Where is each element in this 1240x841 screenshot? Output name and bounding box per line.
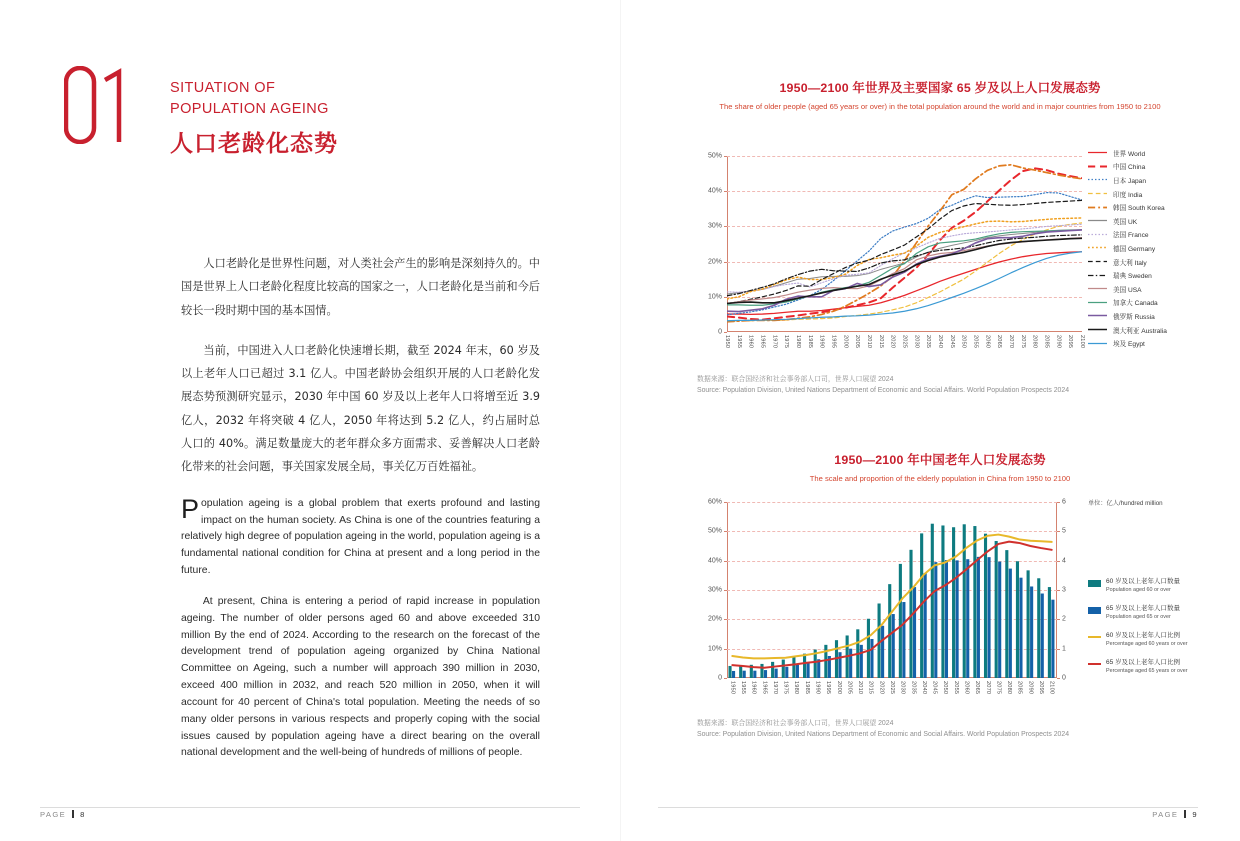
chart2-legend-label-cn: 60 岁及以上老年人口数量	[1106, 578, 1181, 585]
chart2-y-tickmark	[724, 678, 727, 679]
chart2-legend-swatch	[1088, 580, 1101, 587]
chart1-x-tick: 2005	[854, 335, 861, 349]
chart1-source	[697, 374, 1167, 397]
chart1-legend-item	[1088, 268, 1167, 282]
chart2-legend-label-en: Population aged 65 or over	[1106, 613, 1171, 620]
chart1-x-tick: 2090	[1055, 335, 1062, 349]
chart1-x-tick: 2085	[1043, 335, 1050, 349]
chart2-bar	[1051, 600, 1054, 678]
chart1-x-tick: 2095	[1067, 335, 1074, 349]
chart1-x-tick: 2045	[948, 335, 955, 349]
body-column	[181, 252, 540, 776]
chart1-line-series	[727, 200, 1082, 303]
chart2-bar	[785, 667, 788, 678]
chart1-legend-item	[1088, 336, 1167, 350]
chart2-bar	[1005, 550, 1008, 678]
chart2-bar	[760, 664, 763, 678]
chart2-x-tick: 1980	[793, 681, 800, 695]
page-footer-left-label: PAGE	[40, 810, 67, 819]
chart1-legend-label: 澳大利亚 Australia	[1113, 327, 1167, 335]
chart2-legend-label-en: Percentage aged 65 years or over	[1106, 667, 1188, 674]
chart1-line-series	[727, 252, 1082, 315]
chart1-legend-item	[1088, 187, 1167, 201]
chart1-legend-label: 俄罗斯 Russia	[1113, 313, 1155, 321]
chart1-legend-item	[1088, 241, 1167, 255]
chart2-bar	[902, 602, 905, 678]
chart2-legend-item	[1088, 659, 1188, 675]
chart1-x-tick: 1980	[795, 335, 801, 349]
chart1-x-tick: 2070	[1008, 335, 1014, 349]
chart1-plot-area	[707, 152, 1085, 349]
chart1-title: 1950—2100 年世界及主要国家 65 岁及以上人口发展态势	[779, 81, 1101, 95]
chart2-bar	[934, 562, 937, 678]
chart2-bar	[764, 670, 767, 678]
chart2-y-tickmark-right	[1057, 531, 1060, 532]
chart2-x-tick: 2035	[910, 681, 917, 695]
chart2-y-tick-left: 30%	[707, 586, 722, 594]
chart2-y-tick-right: 1	[1062, 645, 1066, 653]
chart2-x-tick: 1985	[803, 681, 810, 695]
chart2-bar	[728, 666, 731, 678]
chart1-legend-swatch	[1088, 257, 1107, 266]
chart2-y-tick-right: 0	[1062, 674, 1066, 682]
chart1-x-tick: 1990	[818, 335, 825, 349]
chart1-legend	[1088, 146, 1167, 350]
chart2-bar	[995, 541, 998, 678]
chart1-x-tick: 2060	[984, 335, 991, 349]
chart2-x-tick: 1990	[814, 681, 821, 695]
chart2-series-layer	[727, 502, 1057, 678]
chart2-x-tick: 2075	[995, 681, 1002, 695]
chart1-line-series	[727, 218, 1082, 299]
chart2-bar	[753, 671, 756, 678]
chart2-legend-text	[1106, 632, 1188, 648]
chart2-bar	[803, 654, 806, 678]
chart1-legend-item	[1088, 296, 1167, 310]
chart2-y-tick-right: 3	[1062, 586, 1066, 594]
chart2-legend-item	[1088, 632, 1188, 648]
chart1-x-tick: 2010	[866, 335, 872, 349]
chart1-legend-swatch	[1088, 298, 1107, 307]
chart1-legend-label: 法国 France	[1113, 232, 1149, 240]
chart1-legend-item	[1088, 282, 1167, 296]
chart1-line-series	[727, 238, 1082, 303]
chart1-x-tick: 2100	[1079, 335, 1085, 349]
chart2-x-tick: 1955	[739, 681, 746, 695]
chart1-x-tick: 2040	[937, 335, 943, 349]
chart2-bar	[1041, 594, 1044, 678]
chart1-legend-swatch	[1088, 162, 1107, 171]
chart1-legend-label: 英国 UK	[1113, 218, 1138, 226]
chart2-x-tick: 1950	[729, 681, 736, 695]
chart2-y-tick-left: 50%	[707, 527, 722, 535]
chart1-legend-label: 世界 World	[1113, 150, 1146, 158]
chart2-y-tickmark-right	[1057, 590, 1060, 591]
chart2-x-tick: 2065	[974, 681, 981, 695]
chart2-x-tick: 1995	[825, 681, 832, 695]
chart2-bar	[881, 626, 884, 678]
chapter-number	[64, 66, 126, 144]
page-footer-left-number: 8	[80, 810, 86, 819]
chart2-bar	[931, 524, 934, 678]
chart2-x-tick: 2095	[1038, 681, 1045, 695]
chart2-bar	[941, 525, 944, 678]
chart2-bar	[1037, 578, 1040, 678]
chart1-x-tick: 2000	[842, 335, 849, 349]
chart1-legend-swatch	[1088, 230, 1107, 239]
chart-china-ageing	[690, 450, 1190, 484]
chart2-x-tick: 2100	[1048, 681, 1055, 695]
chart1-legend-swatch	[1088, 189, 1107, 198]
chart1-line-series	[727, 168, 1082, 319]
chart2-bar	[924, 573, 927, 678]
chart2-y-tickmark-right	[1057, 619, 1060, 620]
chart2-x-tick: 2045	[931, 681, 938, 695]
chart1-x-tick: 1975	[783, 335, 790, 349]
chart2-bar	[849, 649, 852, 678]
chart2-x-tick: 2000	[835, 681, 842, 695]
chart2-x-tick: 1975	[782, 681, 789, 695]
chart2-bar	[870, 639, 873, 678]
chart2-x-tick: 2055	[952, 681, 959, 695]
chart2-plot-area	[707, 498, 1066, 695]
chart2-legend-text	[1106, 605, 1180, 621]
chart2-bar	[838, 652, 841, 678]
chart2-x-tick: 2080	[1006, 681, 1013, 695]
page-footer-right-number: 9	[1192, 810, 1198, 819]
chart2-legend-label-en: Population aged 60 or over	[1106, 586, 1171, 593]
chart1-legend-label: 中国 China	[1113, 164, 1146, 172]
chart1-x-tick: 2065	[996, 335, 1003, 349]
paragraph-cn-2: 当前，中国进入人口老龄化快速增长期，截至 2024 年末，60 岁及以上老年人口已超过 3.1 亿人。中国老龄协会组织开展的人口老龄化发展态势预测研究显示，2030 年中国 60 岁及以上老年人口将增至近 3.9 亿人，2032 年将突破 4 亿人，2050 年将达到 5.2 亿人，约占届时总人口的 40%。满足数量庞大的老年群众多方面需求、妥善解决人口老龄化带来的社会问题，事关国家发展全局，事关亿万百姓福祉。	[181, 343, 540, 474]
chart2-bar	[913, 587, 916, 678]
chart2-bar	[1009, 569, 1012, 678]
chart2-bar	[1027, 570, 1030, 678]
chart1-y-tick: 50%	[707, 152, 722, 160]
chart1-legend-item	[1088, 200, 1167, 214]
chart1-legend-label: 意大利 Italy	[1113, 259, 1147, 267]
chart1-legend-swatch	[1088, 203, 1107, 212]
chart2-bar	[743, 671, 746, 678]
chart2-bar	[1048, 587, 1051, 678]
chart2-bar	[1016, 561, 1019, 678]
chart1-x-tick: 1985	[806, 335, 813, 349]
chart1-legend-swatch	[1088, 175, 1107, 184]
chart2-bar	[888, 584, 891, 678]
chart2-x-tick: 1970	[771, 681, 778, 695]
spread-gutter	[620, 0, 621, 841]
chart2-bar	[771, 662, 774, 678]
chart1-y-tick: 10%	[707, 293, 722, 301]
chart1-x-tick: 2050	[960, 335, 967, 349]
chart2-unit-note: 单位：亿人/hundred million	[1088, 500, 1163, 507]
chart1-legend-label: 加拿大 Canada	[1113, 300, 1158, 308]
chart2-legend-item	[1088, 605, 1188, 621]
chart2-y-tick-right: 6	[1062, 498, 1066, 506]
chapter-heading-cn: 人口老龄化态势	[170, 130, 338, 156]
chart1-legend-swatch	[1088, 325, 1107, 334]
chart2-legend	[1088, 578, 1188, 686]
chart2-bar	[892, 614, 895, 678]
chart2-bar	[998, 562, 1001, 678]
chart2-x-tick: 2020	[878, 681, 885, 695]
chart2-bar	[977, 557, 980, 678]
chart2-x-tick: 1965	[761, 681, 768, 695]
chart2-x-tick: 2070	[984, 681, 991, 695]
chart1-legend-label: 德国 Germany	[1113, 245, 1156, 253]
chart1-line-series	[727, 252, 1082, 321]
chart2-bar	[1030, 586, 1033, 678]
chart2-source-cn: 数据来源：联合国经济和社会事务部人口司，世界人口展望 2024	[697, 720, 894, 727]
chart1-x-tick: 1995	[830, 335, 837, 349]
chart1-legend-label: 埃及 Egypt	[1113, 341, 1145, 349]
chart2-bar	[1019, 578, 1022, 678]
chart2-legend-label-cn: 65 岁及以上老年人口比例	[1106, 659, 1181, 667]
chart1-legend-label: 韩国 South Korea	[1113, 205, 1165, 213]
chart1-x-tick: 2080	[1031, 335, 1038, 349]
chart1-x-tick: 2035	[925, 335, 932, 349]
page-footer-right	[1152, 810, 1198, 819]
chart1-legend-swatch	[1088, 271, 1107, 280]
chart1-x-tick: 1955	[735, 335, 742, 349]
chart2-y-tick-left: 40%	[707, 557, 722, 565]
chart1-legend-swatch	[1088, 311, 1107, 320]
chart1-legend-swatch	[1088, 243, 1107, 252]
chart2-x-tick: 1960	[750, 681, 757, 695]
chart1-legend-item	[1088, 160, 1167, 174]
chart2-legend-label-en: Percentage aged 60 years or over	[1106, 640, 1188, 647]
chart2-bar	[963, 524, 966, 678]
chart1-legend-swatch	[1088, 148, 1107, 157]
chapter-heading-en	[170, 78, 329, 120]
paragraph-en-1	[181, 493, 540, 580]
chart2-bar	[867, 619, 870, 678]
chart1-legend-swatch	[1088, 284, 1107, 293]
chart2-legend-swatch	[1088, 636, 1101, 638]
page-footer-divider-icon	[72, 810, 74, 818]
chart2-subtitle: The scale and proportion of the elderly population in China from 1950 to 2100	[809, 474, 1071, 483]
chart1-x-tick: 2055	[972, 335, 979, 349]
chart2-x-tick: 2050	[942, 681, 949, 695]
chart2-bar	[807, 662, 810, 678]
chart2-y-tickmark-right	[1057, 561, 1060, 562]
chart1-legend-item	[1088, 323, 1167, 337]
chart2-y-tickmark-right	[1057, 502, 1060, 503]
chart1-x-tick: 2020	[889, 335, 896, 349]
chart2-y-tick-left: 60%	[707, 498, 722, 506]
chart2-x-tick: 2025	[889, 681, 895, 695]
chart1-legend-item	[1088, 173, 1167, 187]
chart2-y-tick-right: 4	[1062, 557, 1066, 565]
chart1-legend-item	[1088, 146, 1167, 160]
chart1-y-tickmark	[724, 332, 727, 333]
chart2-title: 1950—2100 年中国老年人口发展态势	[834, 453, 1046, 467]
page-footer-right-label: PAGE	[1152, 810, 1179, 819]
chart2-legend-item	[1088, 578, 1188, 594]
chart1-y-tick: 30%	[707, 222, 722, 230]
chart1-legend-swatch	[1088, 216, 1107, 225]
chart1-legend-item	[1088, 214, 1167, 228]
chart1-x-tick: 2030	[913, 335, 920, 349]
chapter-heading-en-line1: SITUATION OF	[170, 80, 276, 96]
chart1-line-series	[727, 165, 1082, 322]
chart2-y-tickmark-right	[1057, 678, 1060, 679]
chart2-bar	[792, 657, 795, 678]
chart1-y-tick: 0	[718, 328, 722, 336]
chart2-bar	[782, 660, 785, 678]
chart1-x-tick: 1950	[724, 335, 730, 349]
chapter-heading-en-line2: POPULATION AGEING	[170, 101, 329, 118]
chart1-legend-label: 日本 Japan	[1113, 177, 1146, 185]
chart1-source-cn: 数据来源：联合国经济和社会事务部人口司，世界人口展望 2024	[697, 376, 894, 383]
chart2-bar	[973, 526, 976, 678]
chart2-x-tick: 2010	[857, 681, 864, 695]
chart1-legend-item	[1088, 255, 1167, 269]
footer-rule-right	[658, 807, 1198, 808]
chart2-bar	[775, 669, 778, 678]
chart2-legend-text	[1106, 659, 1188, 675]
chart1-legend-item	[1088, 309, 1167, 323]
chart2-bar	[945, 560, 948, 678]
chart2-x-tick: 2040	[920, 681, 927, 695]
chart1-x-tick: 2015	[877, 335, 884, 349]
chart1-legend-label: 印度 India	[1113, 191, 1143, 199]
chart1-legend-swatch	[1088, 339, 1107, 348]
drop-cap: P	[181, 493, 200, 524]
chart2-y-tickmark-right	[1057, 649, 1060, 650]
chart2-y-tick-right: 5	[1062, 527, 1066, 535]
chart1-y-tick: 20%	[707, 258, 722, 266]
chart2-x-tick: 2060	[963, 681, 970, 695]
chart2-legend-label-cn: 65 岁及以上老年人口数量	[1106, 605, 1181, 613]
chart1-subtitle: The share of older people (aged 65 years or over) in the total population around the world and in major countries from 1950 to 2100	[719, 102, 1161, 111]
chart2-bar	[952, 527, 955, 678]
footer-rule-left	[40, 807, 580, 808]
chart2-legend-label-cn: 60 岁及以上老年人口比例	[1106, 632, 1181, 640]
chart2-bar	[860, 645, 863, 678]
chart1-y-tick: 40%	[707, 187, 722, 195]
chart-world-ageing	[690, 78, 1190, 112]
chart1-x-tick: 2025	[901, 335, 908, 349]
chart2-x-tick: 2015	[867, 681, 874, 695]
chart2-bar	[739, 665, 742, 678]
chart2-y-tick-right: 2	[1062, 615, 1066, 623]
chart2-bar	[987, 557, 990, 678]
chart1-line-series	[727, 230, 1082, 294]
chart2-bar	[824, 645, 827, 678]
chart2-bar	[796, 665, 799, 678]
chart2-y-tick-left: 20%	[707, 615, 722, 623]
chart1-legend-label: 美国 USA	[1113, 286, 1142, 294]
chart2-source	[697, 718, 1167, 741]
chart2-legend-swatch	[1088, 607, 1101, 614]
page-footer-divider-icon	[1184, 810, 1186, 818]
chart2-x-tick: 2090	[1027, 681, 1034, 695]
chart2-x-tick: 2085	[1016, 681, 1023, 695]
chart2-bar	[899, 564, 902, 678]
paragraph-en-1-text: opulation ageing is a global problem that exerts profound and lasting impact on the human society. As China is one of the countries featuring a relatively high degree of population ageing in the world, population ageing is a fundamental national condition for China at present and a long period in the future.	[181, 497, 540, 577]
page-footer-left	[40, 810, 86, 819]
chart2-source-en: Source: Population Division, United Nations Department of Economic and Social Affairs. World Population Prospects 2024	[697, 731, 1070, 739]
chart2-bar	[732, 671, 735, 678]
paragraph-en-2: At present, China is entering a period of rapid increase in population ageing. The number of older persons aged 60 and above exceeded 310 million By the end of 2024. According to the research on the forecast of the development trend of population ageing organized by China National Committee on Ageing, such a number will approach 390 million in 2030, exceed 400 million in 2032, and reach 520 million in 2050, when it will account for 40 percent of China's total population. Meeting the needs of so many older persons in various respects and properly coping with the social issues caused by population ageing have a direct bearing on the overall national development and the well-being of hundreds of millions of people.	[181, 595, 540, 759]
chart1-legend-label: 瑞典 Sweden	[1113, 273, 1152, 281]
chart1-source-en: Source: Population Division, United Nations Department of Economic and Social Affairs. World Population Prospects 2024	[697, 387, 1070, 395]
chart1-x-tick: 1970	[771, 335, 778, 349]
chart2-legend-text	[1106, 578, 1180, 594]
chart2-y-tick-left: 0	[718, 674, 722, 682]
chart2-x-tick: 2005	[846, 681, 853, 695]
chart1-legend-item	[1088, 228, 1167, 242]
chart1-x-tick: 1960	[747, 335, 754, 349]
chart2-y-tick-left: 10%	[707, 645, 722, 653]
chart2-legend-swatch	[1088, 663, 1101, 665]
chart1-x-tick: 1965	[759, 335, 766, 349]
chart2-bar	[966, 559, 969, 678]
chart2-x-tick: 2030	[899, 681, 906, 695]
chart1-series-layer	[727, 156, 1082, 332]
chart1-x-tick: 2075	[1019, 335, 1026, 349]
paragraph-cn-1: 人口老龄化是世界性问题，对人类社会产生的影响是深刻持久的。中国是世界上人口老龄化程度比较高的国家之一，人口老龄化是当前和今后较长一段时期中国的基本国情。	[181, 257, 540, 317]
